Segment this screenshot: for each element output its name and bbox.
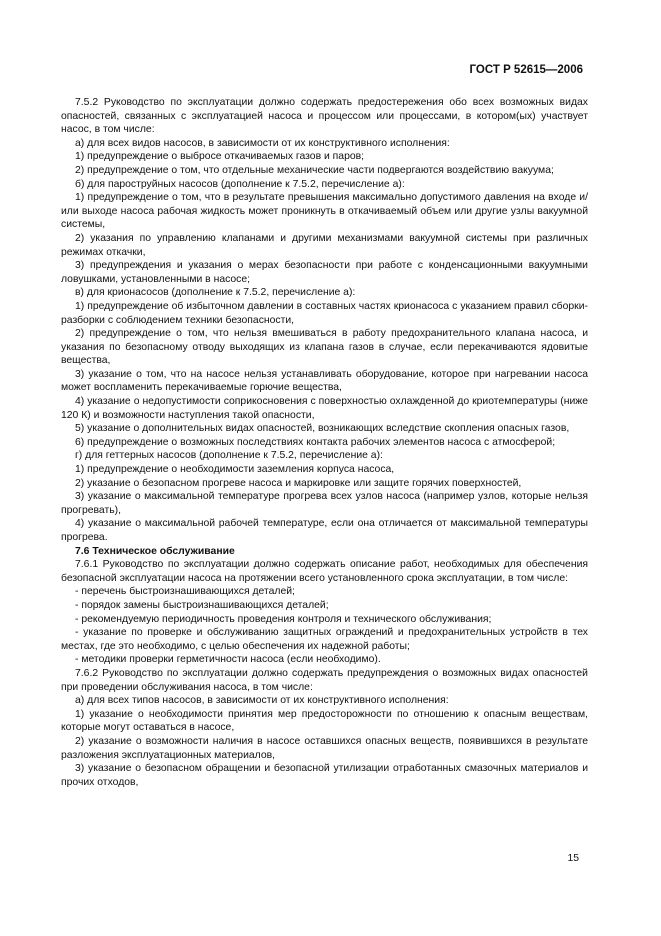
section-heading: 7.6 Техническое обслуживание: [75, 545, 235, 557]
list-item: - рекомендуемую периодичность проведения контроля и технического обслуживания;: [75, 613, 492, 625]
paragraph: 3) указание о максимальной температуре прогрева всех узлов насоса (например узлов, которые нельзя прогревать),: [61, 491, 588, 516]
list-item: - указание по проверке и обслуживанию защитных ограждений и предохранительных устройств в тех местах, где это необходимо, с целью обеспечения их надежной работы;: [61, 627, 588, 652]
paragraph: 3) предупреждения и указания о мерах безопасности при работе с конденсационными вакуумными ловушками, установленными в насосе;: [61, 260, 588, 285]
document-code: ГОСТ Р 52615—2006: [469, 64, 583, 76]
paragraph: 3) указание о безопасном обращении и безопасной утилизации отработанных смазочных материалов и прочих отходов,: [61, 763, 588, 788]
paragraph: 6) предупреждение о возможных последствиях контакта рабочих элементов насоса с атмосферой;: [75, 436, 556, 448]
paragraph: 2) указание о возможности наличия в насосе оставшихся опасных веществ, появившихся в результате разложения эксплуатационных материалов,: [61, 735, 588, 761]
paragraph: а) для всех типов насосов, в зависимости от их конструктивного исполнения:: [75, 695, 449, 707]
paragraph: в) для крионасосов (дополнение к 7.5.2, перечисление а):: [75, 287, 356, 299]
list-item: - перечень быстроизнашивающихся деталей;: [75, 586, 295, 598]
paragraph: 2) указание о безопасном прогреве насоса и маркировке или защите горячих поверхностей,: [75, 477, 522, 489]
paragraph: 4) указание о недопустимости соприкосновения с поверхностью охлажденной до криотемпературы (ниже 120 К) и возможности наступления такой опасности,: [61, 396, 588, 421]
paragraph: 1) предупреждение о выбросе откачиваемых газов и паров;: [75, 151, 365, 163]
paragraph: 7.6.1 Руководство по эксплуатации должно содержать описание работ, необходимых для обеспечения безопасной эксплуатации насоса на протяжении всего установленного срока эксплуатации, в том числе:: [61, 559, 588, 584]
paragraph: 5) указание о дополнительных видах опасностей, возникающих вследствие скопления опасных газов,: [75, 423, 570, 435]
list-item: - порядок замены быстроизнашивающихся деталей;: [75, 599, 329, 611]
paragraph: 7.5.2 Руководство по эксплуатации должно содержать предостережения обо всех возможных видах опасностей, связанных с эксплуатацией насоса и процессом или процессами, в котором(ых) участвует насос, в том числе:: [61, 97, 588, 136]
paragraph: 1) предупреждение о том, что в результате превышения максимально допустимого давления на входе и/или выходе насоса рабочая жидкость может проникнуть в откачиваемый объем или другие узлы вакуумной системы,: [61, 192, 588, 231]
page-number: 15: [567, 853, 579, 864]
paragraph: г) для геттерных насосов (дополнение к 7.5.2, перечисление а):: [75, 450, 383, 462]
paragraph: 1) указание о необходимости принятия мер предосторожности по отношению к опасным веществам, которые могут оставаться в насосе,: [61, 708, 588, 734]
paragraph: 2) указания по управлению клапанами и другими механизмами вакуумной системы при различных режимах откачки,: [61, 232, 588, 258]
paragraph: 1) предупреждение об избыточном давлении в составных частях крионасоса с указанием правил сборки-разборки с соблюдением техники безопасности,: [61, 300, 588, 326]
paragraph: 7.6.2 Руководство по эксплуатации должно содержать предупреждения о возможных видах опасностей при проведении обслуживания насоса, в том числе:: [61, 667, 588, 693]
paragraph: 2) предупреждение о том, что отдельные механические части подвергаются воздействию вакуума;: [75, 164, 554, 176]
paragraph: 2) предупреждение о том, что нельзя вмешиваться в работу предохранительного клапана насоса, и указания по безопасному отводу выходящих из клапана газов в случае, если перекачиваются ядовитые вещества,: [61, 328, 588, 367]
paragraph: б) для пароструйных насосов (дополнение к 7.5.2, перечисление а):: [75, 178, 405, 190]
document-body: [61, 96, 588, 789]
list-item: - методики проверки герметичности насоса (если необходимо).: [75, 654, 381, 666]
paragraph: а) для всех видов насосов, в зависимости от их конструктивного исполнения:: [75, 137, 450, 149]
paragraph: 4) указание о максимальной рабочей температуре, если она отличается от максимальной температуры прогрева.: [61, 518, 588, 543]
paragraph: 3) указание о том, что на насосе нельзя устанавливать оборудование, которое при нагревании насоса может воспламенить перекачиваемые горючие вещества,: [61, 368, 588, 394]
paragraph: 1) предупреждение о необходимости заземления корпуса насоса,: [75, 464, 395, 476]
